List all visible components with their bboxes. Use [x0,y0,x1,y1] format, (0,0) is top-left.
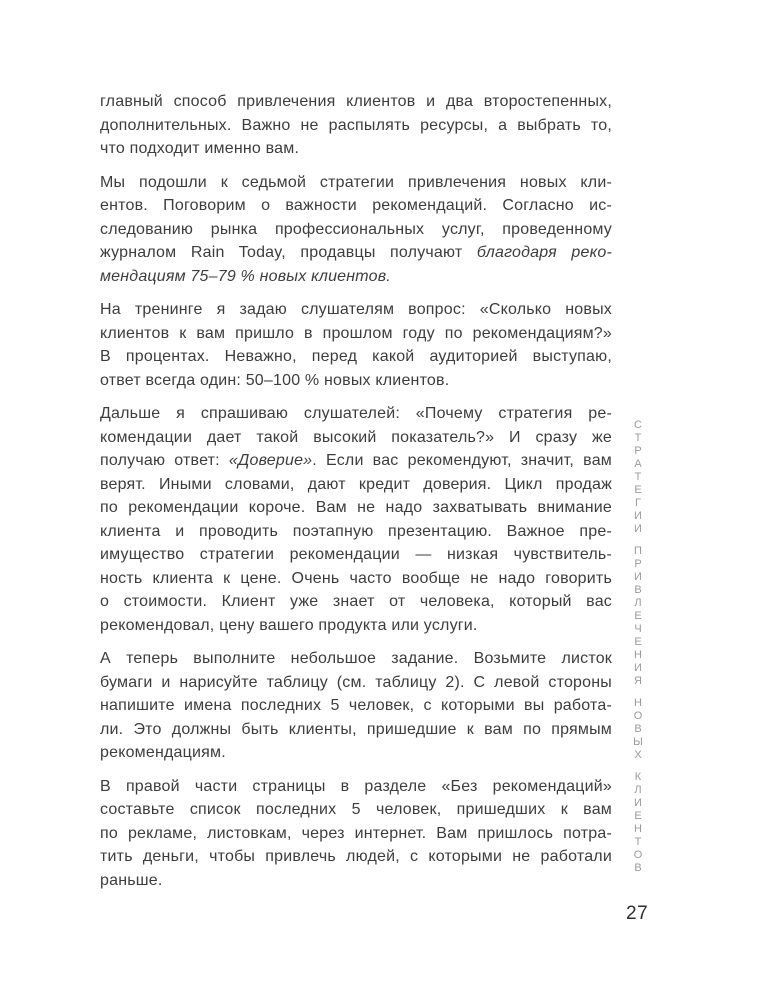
text-line: На тренинге я задаю слушателям вопрос: «Сколько новых [100,301,612,318]
text-line: имущество стратегии рекомендации — низкая чувствитель- [100,546,612,563]
paragraph [100,171,612,289]
text-line: ответ всегда один: 50–100 % новых клиентов. [100,371,450,389]
paragraph [100,402,612,637]
text-line: журналом Rain Today, продавцы получают благодаря реко- [100,244,612,261]
text-line: Мы подошли к седьмой стратегии привлечения новых кли- [100,173,612,191]
text-line: ность клиента к цене. Очень часто вообще не надо говорить [100,569,612,587]
text-line: раньше. [100,871,163,889]
body-text [100,90,612,892]
text-line: А теперь выполните небольшое задание. Возьмите листок [100,650,612,667]
text-line: мендациям 75–79 % новых клиентов. [100,267,391,285]
text-line: о стоимости. Клиент уже знает от человека, который вас [100,593,612,610]
text-line: комендации дает такой высокий показатель?» И сразу же [100,428,612,446]
text-line: что подходит именно вам. [100,140,300,157]
paragraph [100,647,612,765]
text-line: рекомендациям. [100,744,226,761]
text-line: тить деньги, чтобы привлечь людей, с которыми не работали [100,848,612,865]
paragraph [100,90,612,161]
text-line: Дальше я спрашиваю слушателей: «Почему стратегия ре- [100,405,612,422]
text-line: рекомендовал, цену вашего продукта или услуги. [100,616,478,634]
text-line: дополнительных. Важно не распылять ресурсы, а выбрать то, [100,116,612,134]
text-line: В процентах. Неважно, перед какой аудиторией выступаю, [100,348,612,365]
text-line: составьте список последних 5 человек, пришедших к вам [100,801,612,818]
text-line: по рекомендации короче. Вам не надо захватывать внимание [100,499,612,516]
text-line: главный способ привлечения клиентов и два второстепенных, [100,93,612,110]
text-line: следованию рынка профессиональных услуг, проведенному [100,220,612,238]
paragraph [100,298,612,392]
paragraph [100,775,612,893]
text-line: ентов. Поговорим о важности рекомендаций. Согласно ис- [100,197,612,214]
text-line: В правой части страницы в разделе «Без рекомендаций» [100,777,612,795]
text-line: ли. Это должны быть клиенты, пришедшие к вам по прямым [100,720,612,738]
page-number: 27 [626,903,649,924]
text-line: клиента и проводить поэтапную презентацию. Важное пре- [100,522,612,540]
text-line: клиентов к вам пришло в прошлом году по рекомендациям?» [100,324,612,342]
text-line: верят. Иными словами, дают кредит доверия. Цикл продаж [100,475,612,493]
text-line: напишите имена последних 5 человек, с которыми вы работа- [100,697,612,714]
sidebar-vertical-title: С Т Р А Т Е Г И И П Р И В Л Е Ч Е Н И Я Н О В Ы Х К Л И Е Н Т О В [633,419,643,874]
text-line: бумаги и нарисуйте таблицу (см. таблицу 2). С левой стороны [100,673,612,691]
text-line: по рекламе, листовкам, через интернет. Вам пришлось потра- [100,824,612,842]
text-line: получаю ответ: «Доверие». Если вас рекомендуют, значит, вам [100,452,612,469]
